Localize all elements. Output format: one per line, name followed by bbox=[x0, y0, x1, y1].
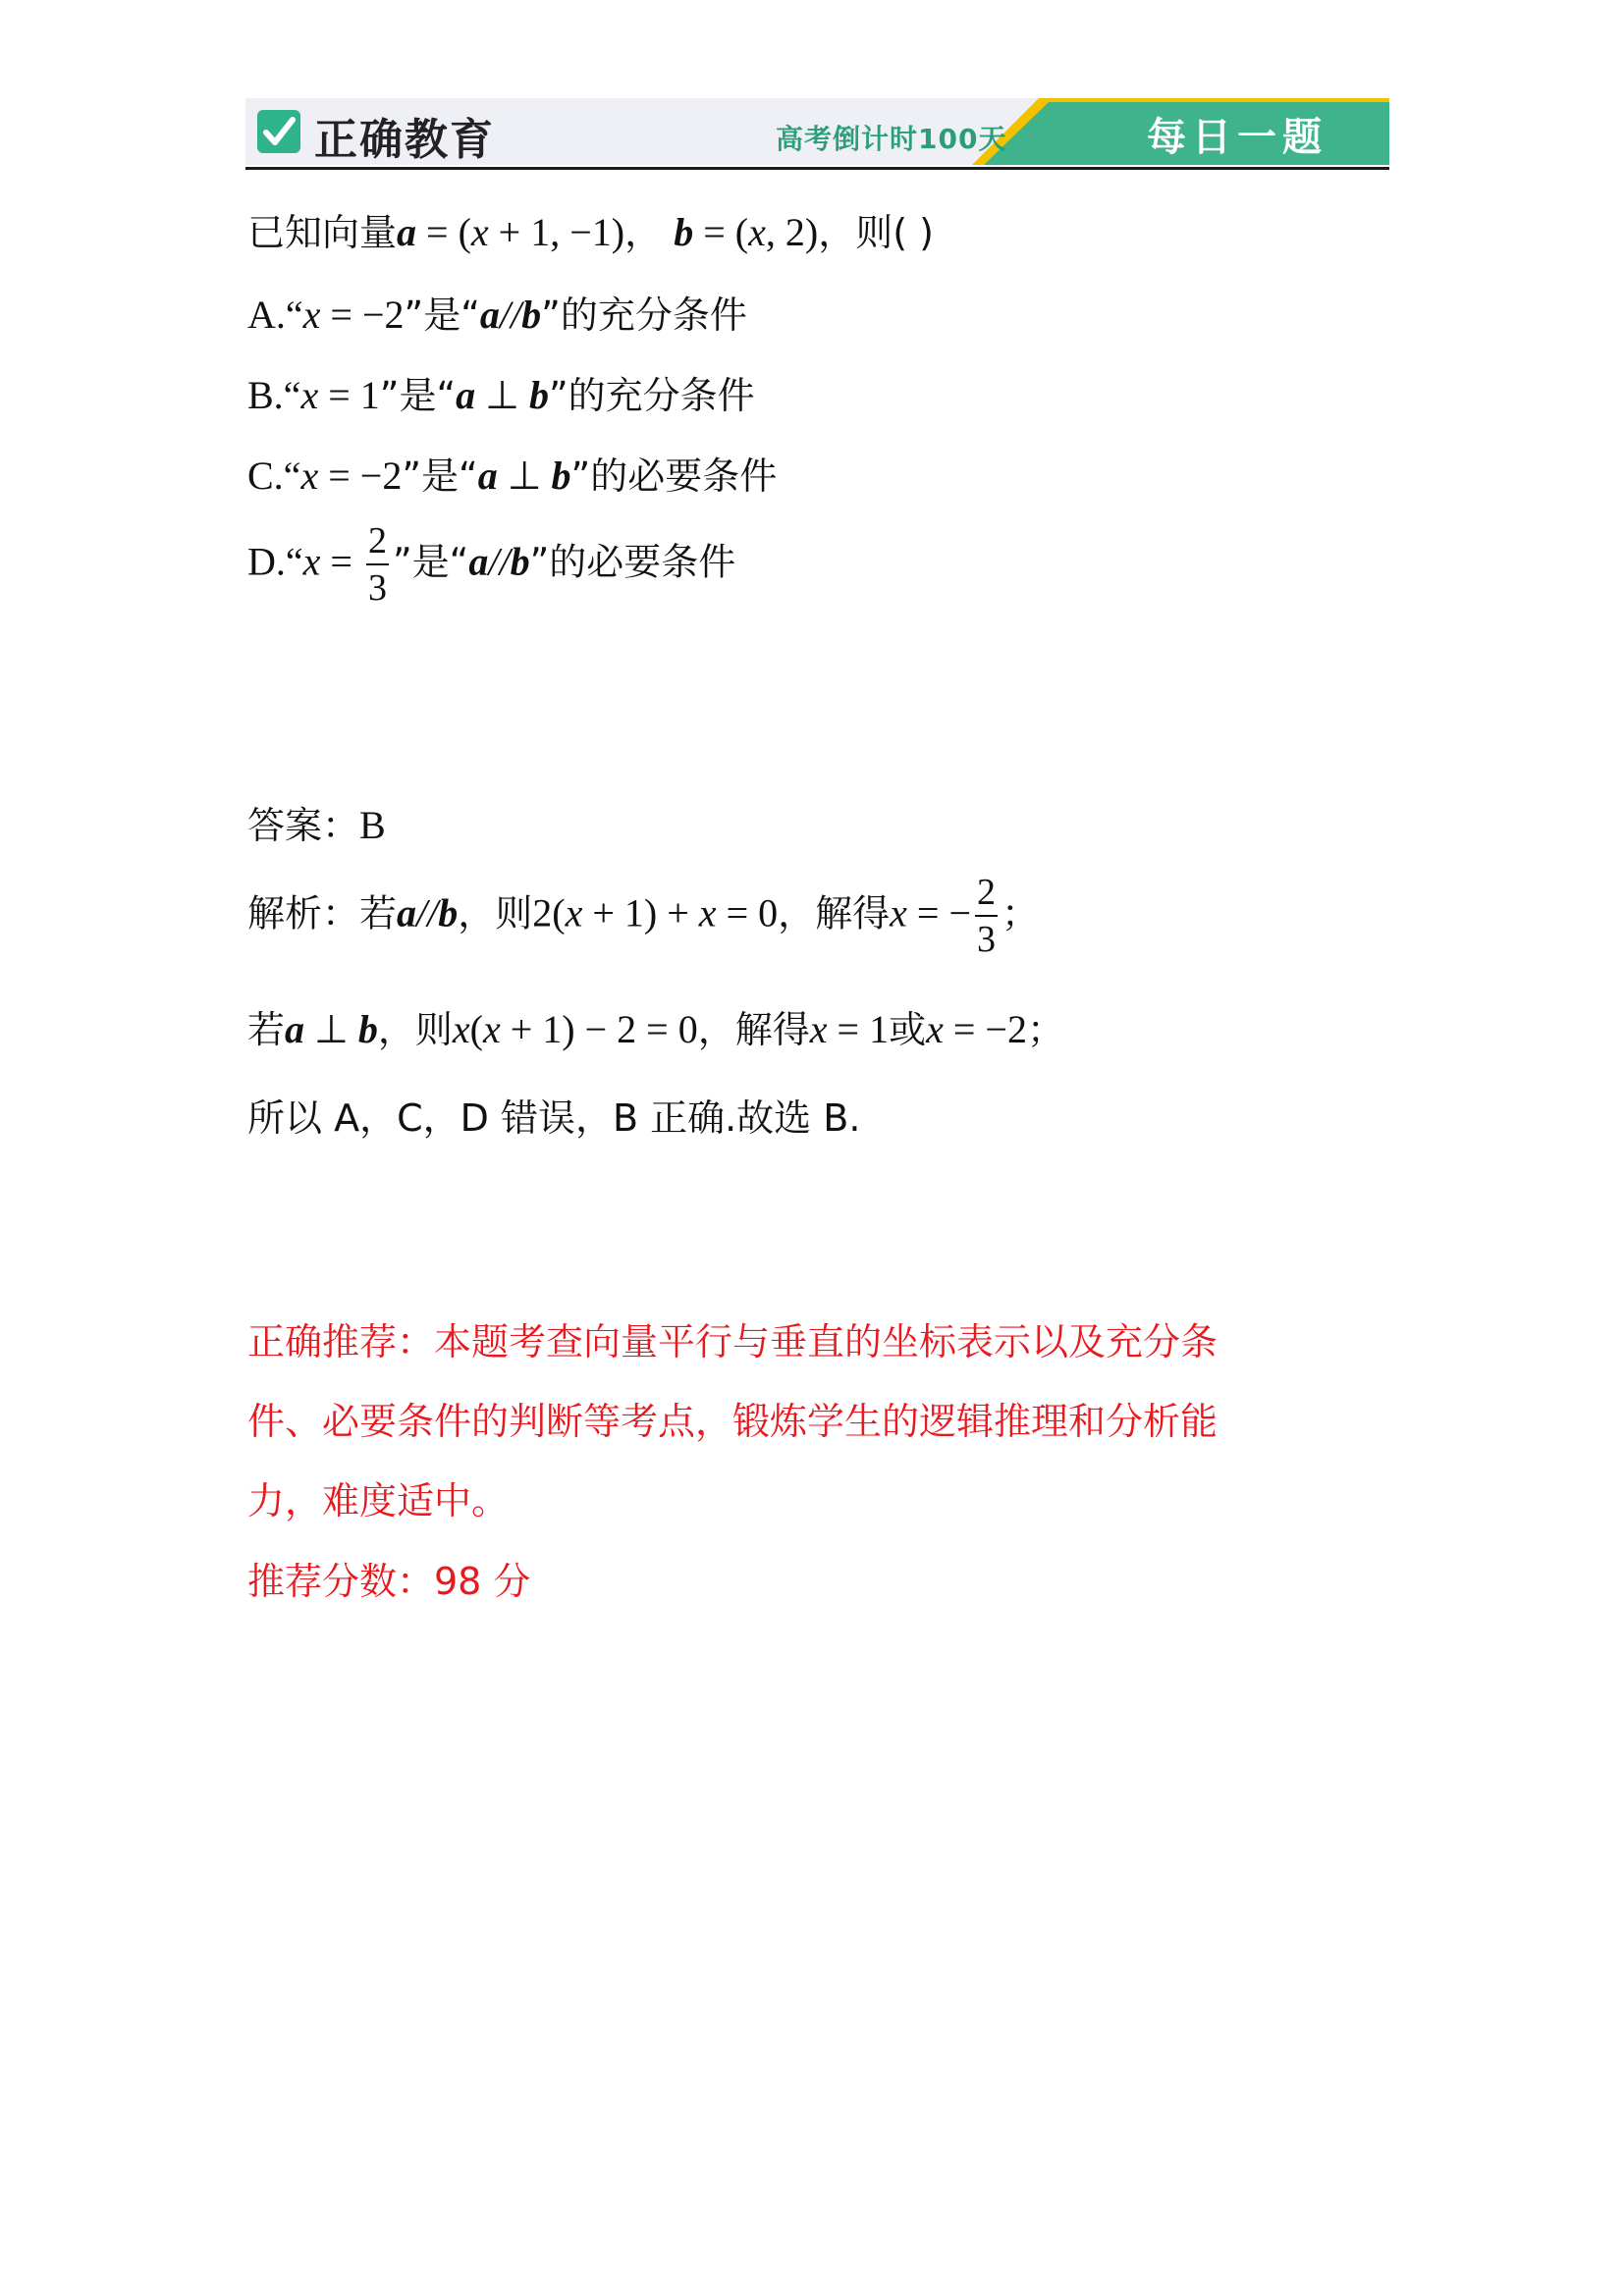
option-label: D.“ bbox=[247, 539, 303, 584]
stem-sep: ， bbox=[624, 211, 663, 254]
stem-rest1: + 1, −1) bbox=[488, 210, 625, 254]
var-x: x bbox=[452, 1007, 470, 1051]
eq-part: = 1 bbox=[827, 1007, 890, 1051]
var-x: x bbox=[300, 373, 319, 417]
answer-line bbox=[247, 795, 386, 849]
relation: ⊥ bbox=[304, 1007, 358, 1051]
eq-part: = −2 bbox=[943, 1007, 1027, 1051]
vector-a: a bbox=[456, 373, 476, 417]
vector-a: a bbox=[477, 454, 498, 498]
denominator: 3 bbox=[977, 919, 997, 960]
stem-rest2: , 2) bbox=[765, 210, 819, 254]
eq-part: 2( bbox=[532, 890, 566, 935]
vector-b: b bbox=[674, 210, 694, 254]
relation: ⊥ bbox=[475, 373, 529, 417]
option-b bbox=[247, 365, 755, 419]
option-a bbox=[247, 285, 747, 339]
option-label: C.“ bbox=[247, 454, 301, 498]
vector-b: b bbox=[521, 293, 542, 337]
fraction bbox=[975, 874, 998, 958]
eq-part: = 0 bbox=[716, 890, 779, 935]
relation: ⊥ bbox=[497, 454, 552, 498]
analysis-line-1 bbox=[247, 874, 1039, 958]
line-end: ； bbox=[1026, 1008, 1064, 1051]
condition: = 1 bbox=[318, 373, 380, 417]
header-divider bbox=[245, 167, 1389, 170]
fraction bbox=[366, 522, 389, 607]
vector-b: b bbox=[551, 454, 571, 498]
stem-prefix: 已知向量 bbox=[247, 211, 398, 254]
equals: = bbox=[320, 539, 362, 584]
relation: // bbox=[488, 539, 511, 584]
then-text: ，则 bbox=[458, 891, 533, 935]
vector-a: a bbox=[285, 1007, 305, 1051]
relation: // bbox=[499, 293, 522, 337]
stem-eq1: = ( bbox=[416, 210, 471, 254]
option-tail: ”的充分条件 bbox=[548, 374, 755, 417]
stem-eq2: = ( bbox=[693, 210, 749, 254]
var-x: x bbox=[565, 890, 583, 935]
connector: ”是“ bbox=[404, 294, 480, 337]
answer-value: B bbox=[359, 803, 386, 847]
var-x: x bbox=[302, 539, 321, 584]
vector-b: b bbox=[510, 539, 530, 584]
option-tail: ”的必要条件 bbox=[529, 540, 736, 584]
var-x: x bbox=[809, 1007, 828, 1051]
connector: ”是“ bbox=[379, 374, 457, 417]
analysis-prefix: 解析：若 bbox=[247, 891, 398, 935]
var-x: x bbox=[890, 890, 907, 935]
eq-part: + 1) − 2 = 0 bbox=[500, 1007, 698, 1051]
answer-label: 答案： bbox=[247, 804, 360, 847]
vector-b: b bbox=[438, 890, 459, 935]
condition: = −2 bbox=[320, 293, 405, 337]
var-x: x bbox=[698, 890, 717, 935]
vector-a: a bbox=[468, 539, 489, 584]
vector-b: b bbox=[357, 1007, 378, 1051]
solve-text: ，解得 bbox=[697, 1008, 810, 1051]
denominator: 3 bbox=[367, 567, 387, 609]
stem-suffix: ，则( ) bbox=[818, 211, 934, 254]
stem-x1: x bbox=[470, 210, 489, 254]
var-x: x bbox=[302, 293, 321, 337]
eq-part: ( bbox=[469, 1007, 483, 1051]
relation: // bbox=[416, 890, 439, 935]
solve-text: ，解得 bbox=[778, 891, 891, 935]
check-icon bbox=[257, 110, 300, 153]
header-banner bbox=[245, 98, 1389, 169]
option-d bbox=[247, 522, 735, 607]
countdown-text: 高考倒计时100天 bbox=[776, 123, 1007, 155]
recommend-line-1: 正确推荐：本题考查向量平行与垂直的坐标表示以及充分条 bbox=[247, 1320, 1218, 1363]
if-text: 若 bbox=[247, 1008, 286, 1051]
line-end: ； bbox=[1001, 891, 1040, 935]
or-text: 或 bbox=[889, 1008, 927, 1051]
option-tail: ”的充分条件 bbox=[541, 294, 747, 337]
var-x: x bbox=[482, 1007, 501, 1051]
recommend-score: 推荐分数：98 分 bbox=[247, 1560, 531, 1603]
option-tail: ”的必要条件 bbox=[570, 454, 778, 498]
daily-question-title: 每日一题 bbox=[1147, 115, 1327, 160]
numerator: 2 bbox=[975, 874, 998, 917]
question-stem bbox=[247, 202, 934, 256]
recommend-line-2: 件、必要条件的判断等考点，锻炼学生的逻辑推理和分析能 bbox=[247, 1400, 1218, 1443]
connector: ”是“ bbox=[402, 454, 478, 498]
numerator: 2 bbox=[366, 522, 389, 565]
analysis-line-2 bbox=[247, 999, 1064, 1053]
vector-a: a bbox=[397, 210, 417, 254]
option-label: A.“ bbox=[247, 293, 303, 337]
vector-a: a bbox=[397, 890, 417, 935]
option-c bbox=[247, 446, 777, 500]
recommend-line-3: 力，难度适中。 bbox=[247, 1479, 510, 1522]
option-label: B.“ bbox=[247, 373, 301, 417]
analysis-line-3: 所以 A，C，D 错误，B 正确.故选 B. bbox=[247, 1096, 861, 1140]
condition: = −2 bbox=[318, 454, 403, 498]
connector: ”是“ bbox=[392, 540, 469, 584]
eq-part: = − bbox=[906, 890, 972, 935]
var-x: x bbox=[300, 454, 319, 498]
stem-x2: x bbox=[748, 210, 766, 254]
vector-b: b bbox=[528, 373, 549, 417]
vector-a: a bbox=[479, 293, 500, 337]
then-text: ，则 bbox=[377, 1008, 453, 1051]
eq-part: + 1) + bbox=[582, 890, 699, 935]
var-x: x bbox=[926, 1007, 944, 1051]
brand-name: 正确教育 bbox=[314, 115, 495, 165]
